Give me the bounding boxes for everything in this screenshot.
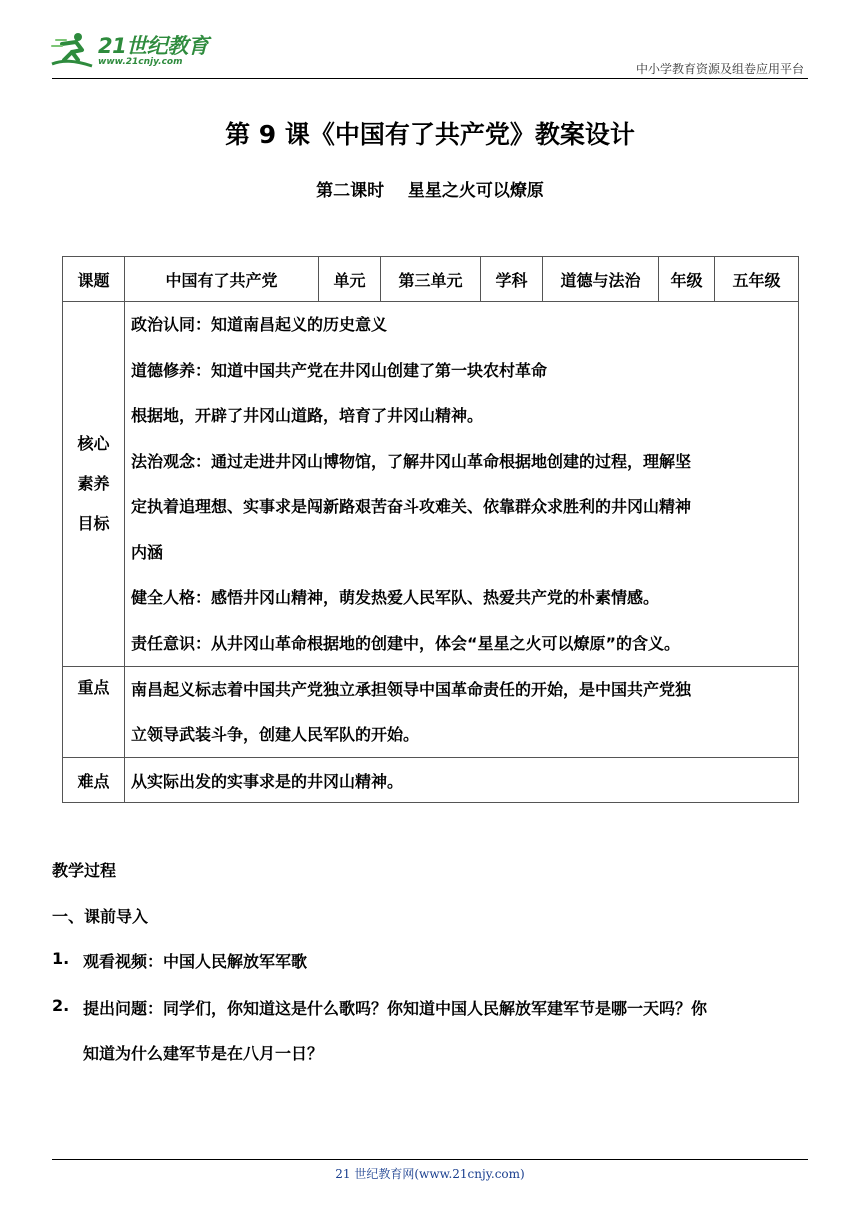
key-points-content [125,667,799,758]
core-goal-line: 根据地，开辟了井冈山道路，培育了井冈山精神。 [131,406,484,425]
core-goal-line: 健全人格：感悟井冈山精神，萌发热爱人民军队、热爱共产党的朴素情感。 [131,588,660,607]
subject-value: 道德与法治 [543,257,659,302]
unit-value: 第三单元 [381,257,481,302]
list-item-number: 2. [52,996,70,1015]
list-item-text: 知道为什么建军节是在八月一日？ [83,1044,324,1063]
core-goals-label [63,302,125,667]
core-goal-line: 政治认同：知道南昌起义的历史意义 [131,315,388,334]
grade-label: 年级 [659,257,715,302]
core-goals-content [125,302,799,667]
lesson-label: 课题 [63,257,125,302]
key-point-line: 立领导武装斗争，创建人民军队的开始。 [131,725,420,744]
header-divider [52,78,808,79]
table-row-basic-info [63,257,799,302]
difficulties-label: 难点 [63,758,125,803]
key-point-line: 南昌起义标志着中国共产党独立承担领导中国革命责任的开始，是中国共产党独 [131,680,692,699]
core-goal-line: 责任意识：从井冈山革命根据地的创建中，体会“星星之火可以燎原”的含义。 [131,633,681,653]
logo-url: www.21cnjy.com [98,57,183,67]
section-heading-intro: 一、课前导入 [52,907,149,926]
core-goal-line: 定执着追理想、实事求是闯新路艰苦奋斗攻难关、依靠群众求胜利的井冈山精神 [131,497,692,516]
page-subtitle: 第二课时 星星之火可以燎原 [316,181,544,201]
platform-name: 中小学教育资源及组卷应用平台 [635,62,804,76]
lesson-value: 中国有了共产党 [125,257,319,302]
process-heading: 教学过程 [52,861,117,880]
lesson-plan-table [62,256,799,803]
table-row-difficulties [63,758,799,803]
page-header [0,0,860,84]
core-label-line: 核心 [77,434,110,453]
core-goal-line: 内涵 [131,542,164,562]
site-logo[interactable] [48,30,228,76]
core-label-line: 目标 [77,514,110,533]
page-title: 第 9 课《中国有了共产党》教案设计 [225,120,635,149]
grade-value: 五年级 [715,257,799,302]
table-row-key-points [63,667,799,758]
unit-label: 单元 [319,257,381,302]
runner-icon [48,30,96,74]
list-item-text: 提出问题：同学们，你知道这是什么歌吗？你知道中国人民解放军建军节是哪一天吗？你 [83,999,708,1018]
difficulties-content: 从实际出发的实事求是的井冈山精神。 [125,758,799,803]
core-label-line: 素养 [77,474,110,493]
core-goal-line: 法治观念：通过走进井冈山博物馆，了解井冈山革命根据地创建的过程，理解坚 [131,451,692,471]
key-points-label: 重点 [63,667,125,758]
core-goal-line: 道德修养：知道中国共产党在井冈山创建了第一块农村革命 [131,360,548,380]
list-item-text: 观看视频：中国人民解放军军歌 [83,952,308,971]
list-item-number: 1. [52,949,70,968]
logo-text: 21世纪教育 [98,34,209,58]
footer-divider [52,1159,808,1160]
table-row-core-goals [63,302,799,667]
subject-label: 学科 [481,257,543,302]
footer-text[interactable]: 21 世纪教育网(www.21cnjy.com) [335,1167,525,1181]
